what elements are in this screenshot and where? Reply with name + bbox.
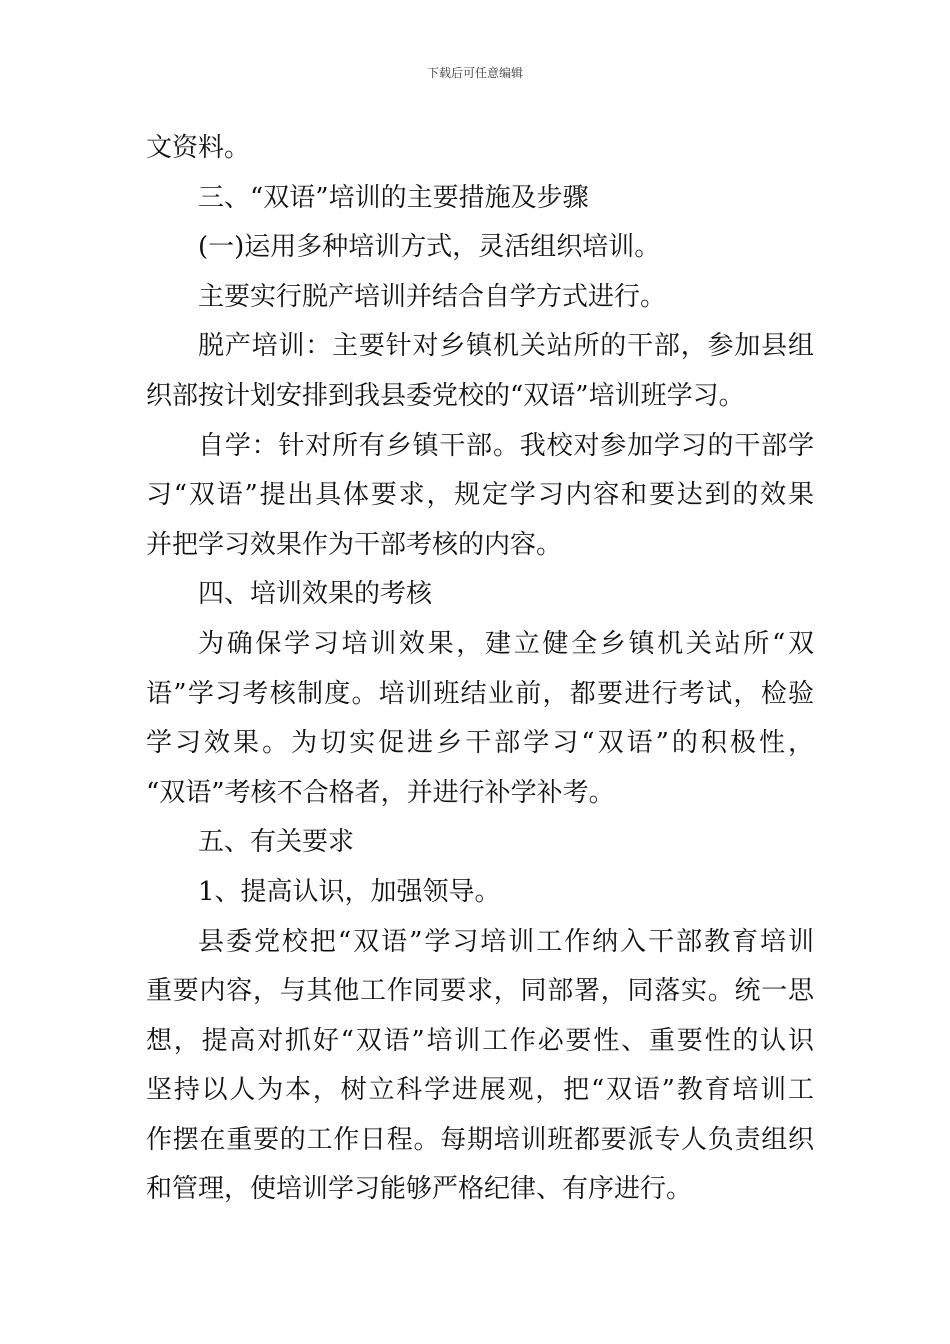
text-line: 坚持以人为本，树立科学进展观，把“双语”教育培训工	[146, 1075, 814, 1106]
page-header: 下载后可任意编辑	[426, 66, 523, 80]
section-heading: 三、“双语”培训的主要措施及步骤	[198, 182, 589, 213]
text-line: 作摆在重要的工作日程。每期培训班都要派专人负责组织	[146, 1124, 814, 1155]
document-body	[146, 124, 814, 1215]
subsection-heading: (一)运用多种培训方式，灵活组织培训。	[198, 232, 661, 263]
subsection-heading: 1、提高认识，加强领导。	[198, 876, 501, 907]
text-line: 并把学习效果作为干部考核的内容。	[146, 529, 563, 560]
section-heading: 五、有关要求	[198, 827, 355, 858]
text-line: 习“双语”提出具体要求，规定学习内容和要达到的效果	[146, 480, 814, 511]
text-line: 想，提高对抓好“双语”培训工作必要性、重要性的认识	[146, 1025, 814, 1056]
text-line: 主要实行脱产培训并结合自学方式进行。	[198, 281, 667, 312]
text-line: 语”学习考核制度。培训班结业前，都要进行考试，检验	[146, 678, 814, 709]
text-line: 文资料。	[146, 133, 251, 163]
text-line: 学习效果。为切实促进乡干部学习“双语”的积极性，	[146, 728, 814, 759]
text-line: 自学：针对所有乡镇干部。我校对参加学习的干部学	[198, 430, 814, 461]
text-line: 为确保学习培训效果，建立健全乡镇机关站所“双	[198, 628, 814, 659]
text-line: 县委党校把“双语”学习培训工作纳入干部教育培训	[198, 926, 814, 957]
text-line: 织部按计划安排到我县委党校的“双语”培训班学习。	[146, 380, 745, 411]
text-line: 和管理，使培训学习能够严格纪律、有序进行。	[146, 1174, 693, 1205]
text-line: 重要内容，与其他工作同要求，同部署，同落实。统一思	[146, 976, 814, 1007]
text-line: 脱产培训：主要针对乡镇机关站所的干部，参加县组	[198, 331, 814, 362]
section-heading: 四、培训效果的考核	[198, 579, 433, 610]
text-line: “双语”考核不合格者，并进行补学补考。	[146, 777, 615, 808]
